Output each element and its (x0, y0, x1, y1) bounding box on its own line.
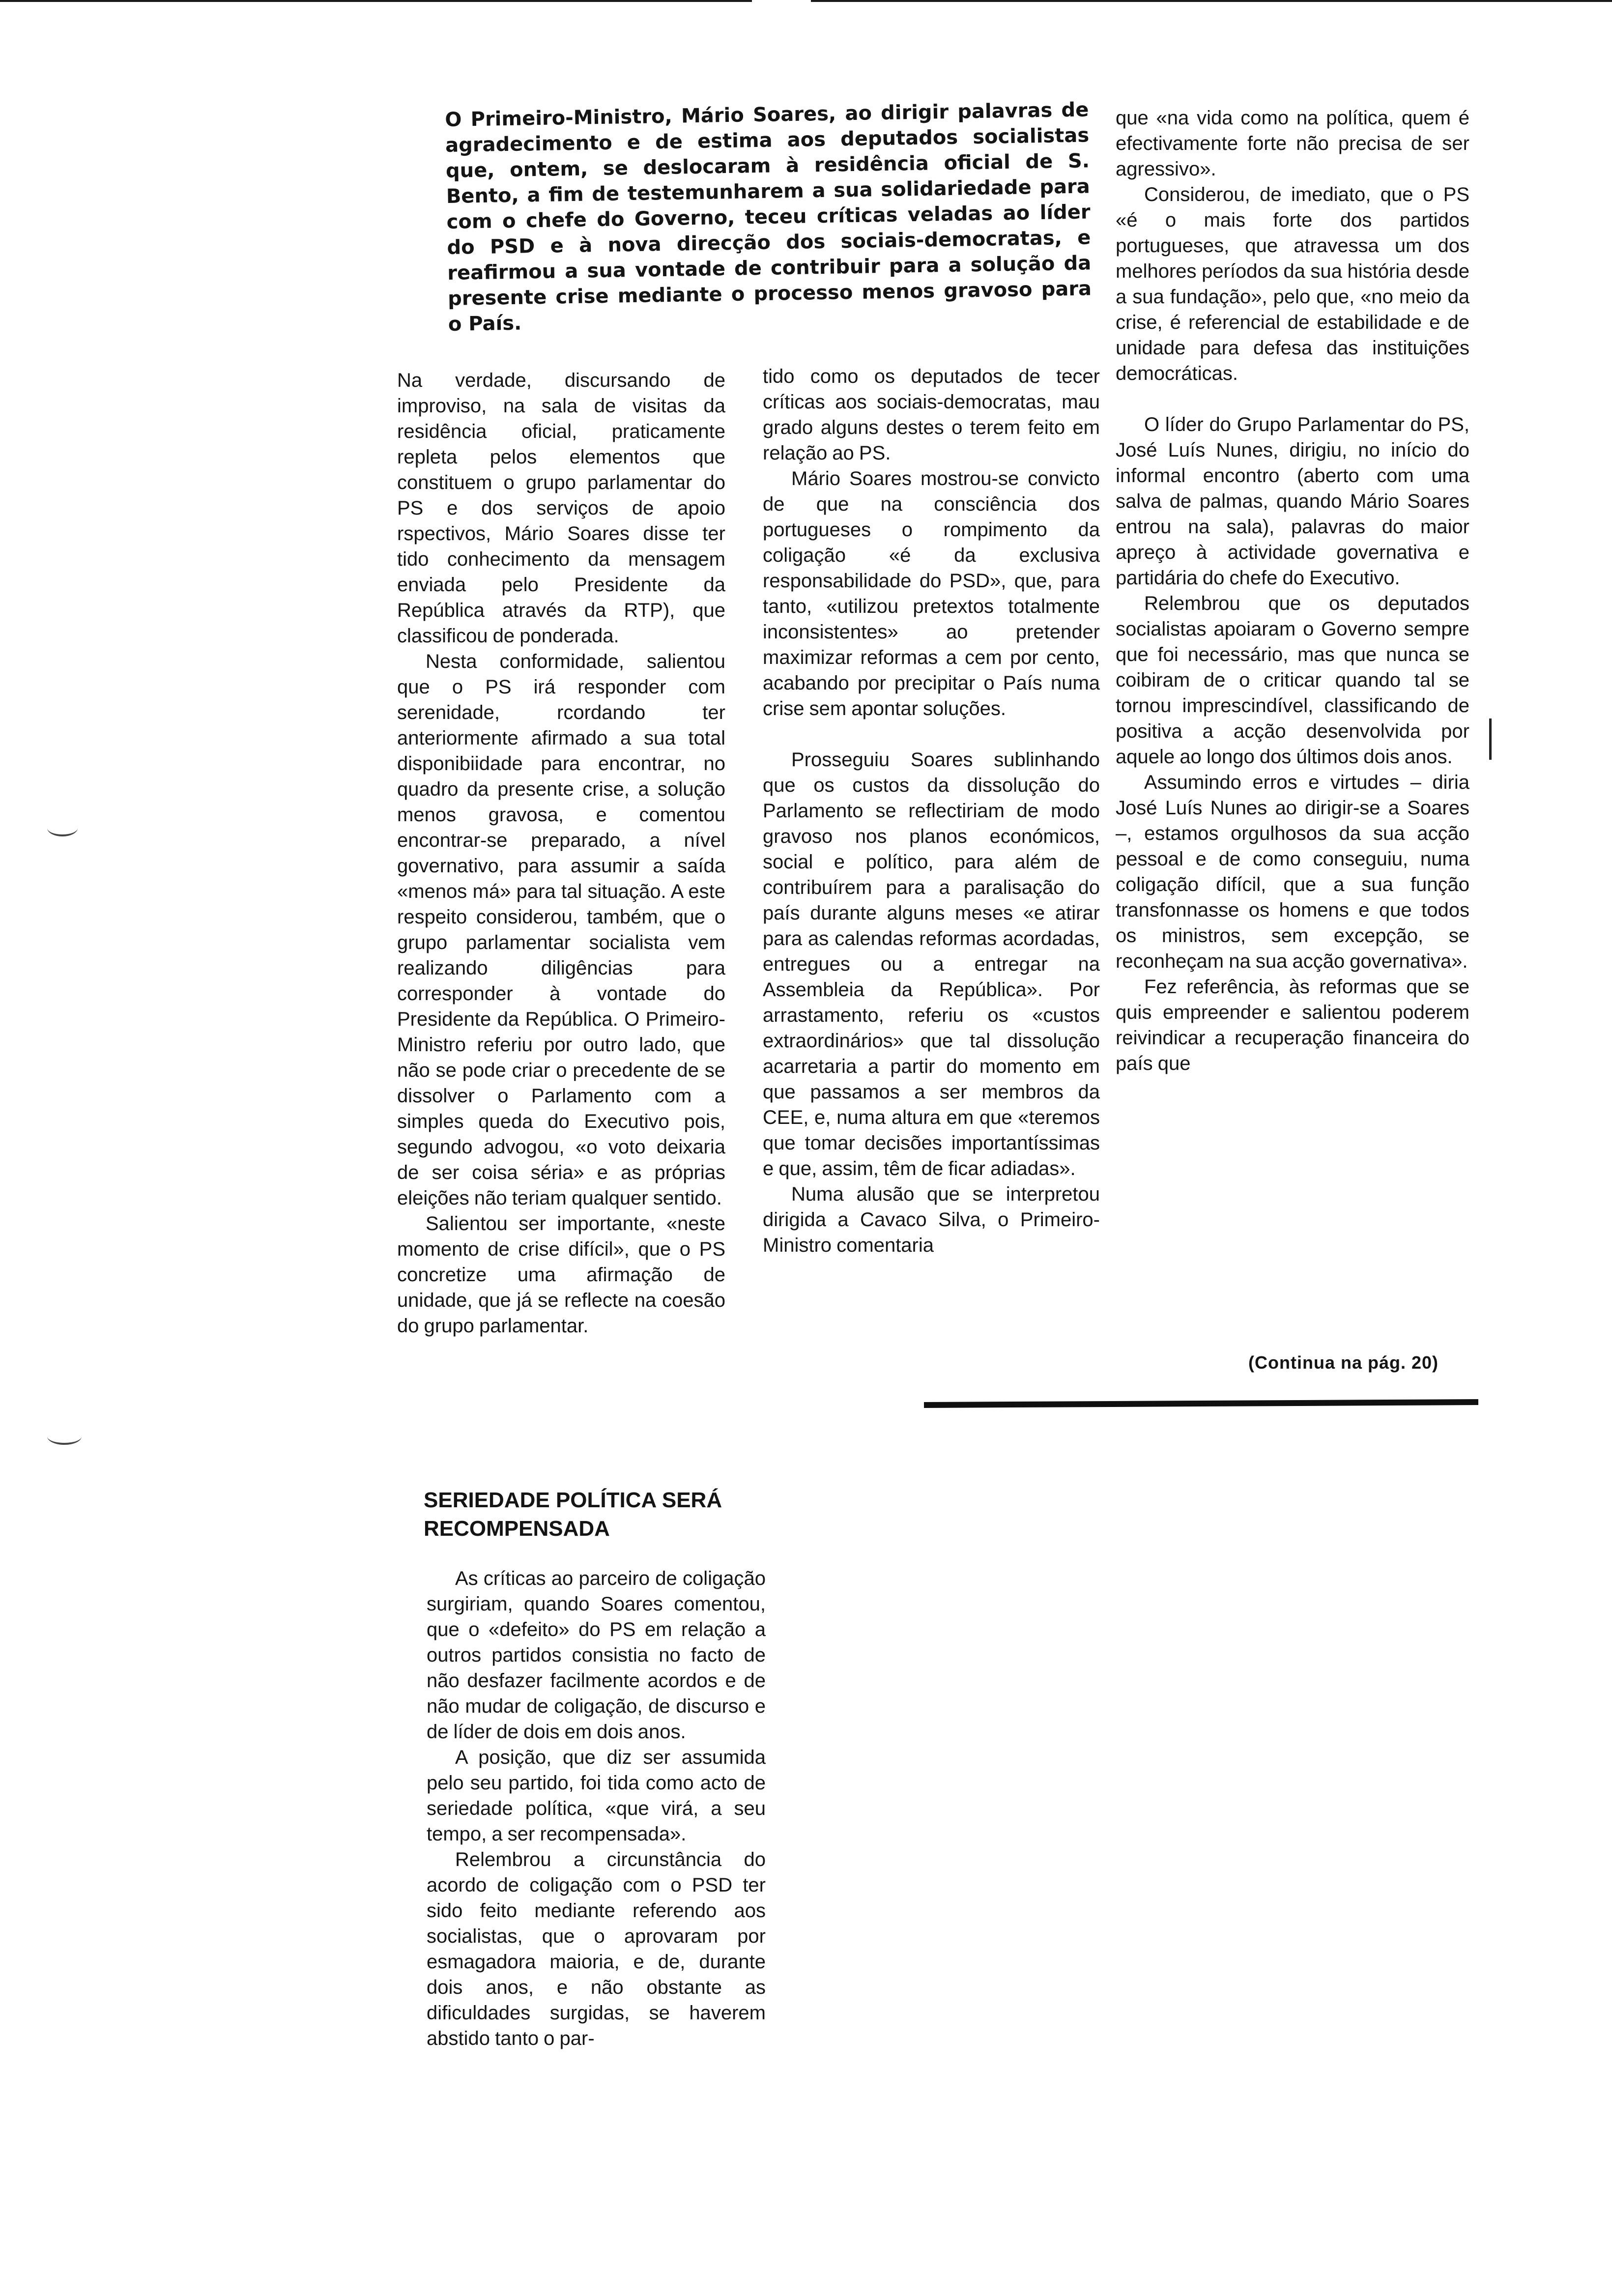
paragraph: que «na vida como na política, quem é efectivamente forte não precisa de ser agressivo». (1116, 107, 1469, 180)
paragraph: Salientou ser importante, «neste momento de crise difícil», que o PS concretize uma afirmação de unidade, que já se reflecte na coesão do grupo parlamentar. (397, 1213, 725, 1337)
page-top-rule (0, 0, 752, 2)
continuation-note: (Continua na pág. 20) (1248, 1352, 1439, 1373)
paragraph: A posição, que diz ser assumida pelo seu partido, foi tida como acto de seriedade política, «que virá, a seu tempo, a ser recompensada». (427, 1747, 766, 1845)
article-column-1-continued (427, 1566, 766, 2051)
paragraph: Na verdade, discursando de improviso, na sala de visitas da residência oficial, praticamente repleta pelos elementos que constituem o grupo parlamentar do PS e dos serviços de apoio rspectivos, Mário Soares disse ter tido conhecimento da mensagem enviada pelo Presidente da República através da RTP), que classificou de ponderada. (397, 370, 725, 647)
article-column-1 (397, 368, 725, 1339)
article-column-2 (763, 364, 1100, 1258)
section-subheading: SERIEDADE POLÍTICA SERÁ RECOMPENSADA (424, 1488, 722, 1541)
paragraph: Nesta conformidade, salientou que o PS irá responder com serenidade, rcordando ter anteriormente afirmado a sua total disponibiidade para encontrar, no quadro da presente crise, a solução menos gravosa, e comentou encontrar-se preparado, a nível governativo, para assumir a saída «menos má» para tal situação. A este respeito considerou, também, que o grupo parlamentar socialista vem realizando diligências para corresponder à vontade do Presidente da República. O Primeiro-Ministro referiu por outro lado, que não se pode criar o precedente de se dissolver o Parlamento com a simples queda do Executivo pois, segundo advogou, «o voto deixaria de ser coisa séria» e as próprias eleições não teriam qualquer sentido. (397, 651, 725, 1209)
paragraph: Numa alusão que se interpretou dirigida a Cavaco Silva, o Primeiro-Ministro comentaria (763, 1183, 1100, 1256)
paragraph: Relembrou a circunstância do acordo de coligação com o PSD ter sido feito mediante referendo aos socialistas, que o aprovaram por esmagadora maioria, e de, durante dois anos, e não obstante as dificuldades surgidas, se haverem abstido tanto o par- (427, 1849, 766, 2049)
paragraph: Assumindo erros e virtudes – diria José Luís Nunes ao dirigir-se a Soares –, estamos orgulhosos da sua acção pessoal e de como conseguiu, numa coligação difícil, que a sua função transfonnasse os homens e que todos os ministros, sem excepção, se reconheçam na sua acção governativa». (1116, 772, 1469, 972)
lead-paragraph: O Primeiro-Ministro, Mário Soares, ao dirigir palavras de agradecimento e de estima aos deputados socialistas que, ontem, se deslocaram à residência oficial de S. Bento, a fim de testemunharem a sua solidariedade para com o chefe do Governo, teceu críticas veladas ao líder do PSD e à nova direcção dos sociais-democratas, e reafirmou a sua vontade de contribuir para a solução da presente crise mediante o processo menos gravoso para o País. (445, 98, 1092, 336)
margin-arc-mark (47, 820, 78, 836)
paragraph: Mário Soares mostrou-se convicto de que na consciência dos portugueses o rompimento da coligação «é da exclusiva responsabilidade do PSD», que, para tanto, «utilizou pretextos totalmente inconsistentes» ao pretender maximizar reformas a cem por cento, acabando por precipitar o País numa crise sem apontar soluções. (763, 468, 1100, 719)
paragraph: Fez referência, às reformas que se quis empreender e salientou poderem reivindicar a recuperação financeira do país que (1116, 976, 1469, 1074)
paragraph: O líder do Grupo Parlamentar do PS, José Luís Nunes, dirigiu, no início do informal encontro (aberto com uma salva de palmas, quando Mário Soares entrou na sala), palavras do maior apreço à actividade governativa e partidária do chefe do Executivo. (1116, 414, 1469, 589)
paragraph: Prosseguiu Soares sublinhando que os custos da dissolução do Parlamento se reflectiriam de modo gravoso nos planos económicos, social e político, para além de contribuírem para a paralisação do país durante alguns meses «e atirar para as calendas reformas acordadas, entregues ou a entregar na Assembleia da República». Por arrastamento, referiu os «custos extraordinários» que tal dissolução acarretaria a partir do momento em que passamos a ser membros da CEE, e, numa altura em que «teremos que tomar decisões importantíssimas e que, assim, têm de ficar adiadas». (763, 749, 1100, 1179)
margin-arc-mark (47, 1428, 82, 1445)
page-top-rule (811, 0, 1612, 2)
paragraph: tido como os deputados de tecer críticas aos sociais-democratas, mau grado alguns destes o terem feito em relação ao PS. (763, 366, 1100, 464)
margin-mark (1489, 718, 1492, 760)
paragraph: As críticas ao parceiro de coligação surgiriam, quando Soares comentou, que o «defeito» do PS em relação a outros partidos consistia no facto de não desfazer facilmente acordos e de não mudar de coligação, de discurso e de líder de dois em dois anos. (427, 1568, 766, 1743)
paragraph: Considerou, de imediato, que o PS «é o mais forte dos partidos portugueses, que atravessa um dos melhores períodos da sua história desde a sua fundação», pelo que, «no meio da crise, é referencial de estabilidade e de unidade para defesa das instituições democráticas. (1116, 184, 1469, 384)
article-end-rule (924, 1399, 1478, 1408)
article-column-3 (1116, 105, 1469, 1076)
paragraph: Relembrou que os deputados socialistas apoiaram o Governo sempre que foi necessário, mas que nunca se coibiram de o criticar quando tal se tornou imprescindível, classificando de positiva a acção desenvolvida por aquele ao longo dos últimos dois anos. (1116, 593, 1469, 768)
